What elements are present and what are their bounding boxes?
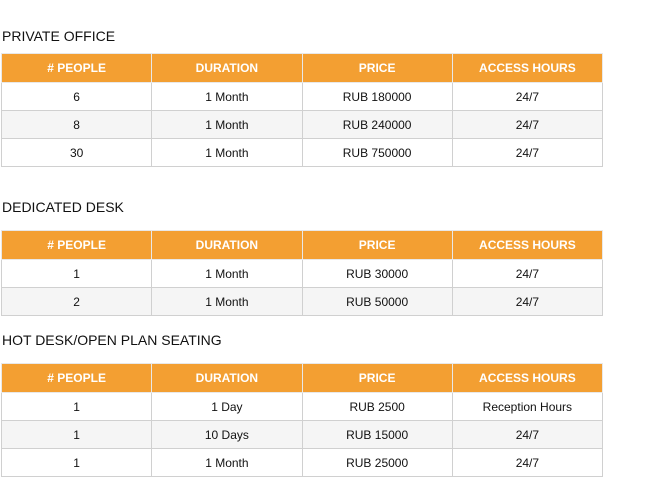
header-access-hours: ACCESS HOURS [452, 364, 602, 393]
cell-people: 2 [2, 288, 152, 316]
dedicated-desk-table [1, 230, 603, 316]
table-header-row [2, 364, 603, 393]
table-header-row [2, 231, 603, 260]
cell-duration: 1 Month [152, 83, 302, 111]
cell-duration: 1 Day [152, 393, 302, 421]
cell-duration: 1 Month [152, 139, 302, 167]
cell-duration: 1 Month [152, 260, 302, 288]
hot-desk-table [1, 363, 603, 477]
header-people: # PEOPLE [2, 364, 152, 393]
cell-access-hours: Reception Hours [452, 393, 602, 421]
table-row [2, 393, 603, 421]
cell-people: 30 [2, 139, 152, 167]
cell-price: RUB 240000 [302, 111, 452, 139]
cell-people: 6 [2, 83, 152, 111]
cell-access-hours: 24/7 [452, 111, 602, 139]
cell-access-hours: 24/7 [452, 288, 602, 316]
cell-people: 8 [2, 111, 152, 139]
private-office-table [1, 53, 603, 167]
cell-duration: 1 Month [152, 111, 302, 139]
header-duration: DURATION [152, 54, 302, 83]
table-row [2, 83, 603, 111]
cell-access-hours: 24/7 [452, 83, 602, 111]
cell-people: 1 [2, 449, 152, 477]
cell-price: RUB 50000 [302, 288, 452, 316]
header-price: PRICE [302, 231, 452, 260]
header-duration: DURATION [152, 231, 302, 260]
cell-people: 1 [2, 260, 152, 288]
table-row [2, 111, 603, 139]
header-people: # PEOPLE [2, 231, 152, 260]
cell-access-hours: 24/7 [452, 421, 602, 449]
cell-duration: 10 Days [152, 421, 302, 449]
table-row [2, 288, 603, 316]
header-people: # PEOPLE [2, 54, 152, 83]
cell-price: RUB 30000 [302, 260, 452, 288]
cell-price: RUB 2500 [302, 393, 452, 421]
table-row [2, 449, 603, 477]
cell-access-hours: 24/7 [452, 139, 602, 167]
cell-price: RUB 15000 [302, 421, 452, 449]
cell-access-hours: 24/7 [452, 260, 602, 288]
table-header-row [2, 54, 603, 83]
cell-people: 1 [2, 421, 152, 449]
header-price: PRICE [302, 364, 452, 393]
cell-people: 1 [2, 393, 152, 421]
section-title-dedicated-desk: DEDICATED DESK [2, 199, 124, 215]
header-duration: DURATION [152, 364, 302, 393]
table-row [2, 139, 603, 167]
table-row [2, 421, 603, 449]
cell-price: RUB 25000 [302, 449, 452, 477]
cell-access-hours: 24/7 [452, 449, 602, 477]
cell-duration: 1 Month [152, 449, 302, 477]
cell-price: RUB 180000 [302, 83, 452, 111]
header-access-hours: ACCESS HOURS [452, 54, 602, 83]
section-title-private-office: PRIVATE OFFICE [2, 28, 116, 44]
header-price: PRICE [302, 54, 452, 83]
cell-duration: 1 Month [152, 288, 302, 316]
section-title-hot-desk: HOT DESK/OPEN PLAN SEATING [2, 332, 222, 348]
cell-price: RUB 750000 [302, 139, 452, 167]
header-access-hours: ACCESS HOURS [452, 231, 602, 260]
table-row [2, 260, 603, 288]
